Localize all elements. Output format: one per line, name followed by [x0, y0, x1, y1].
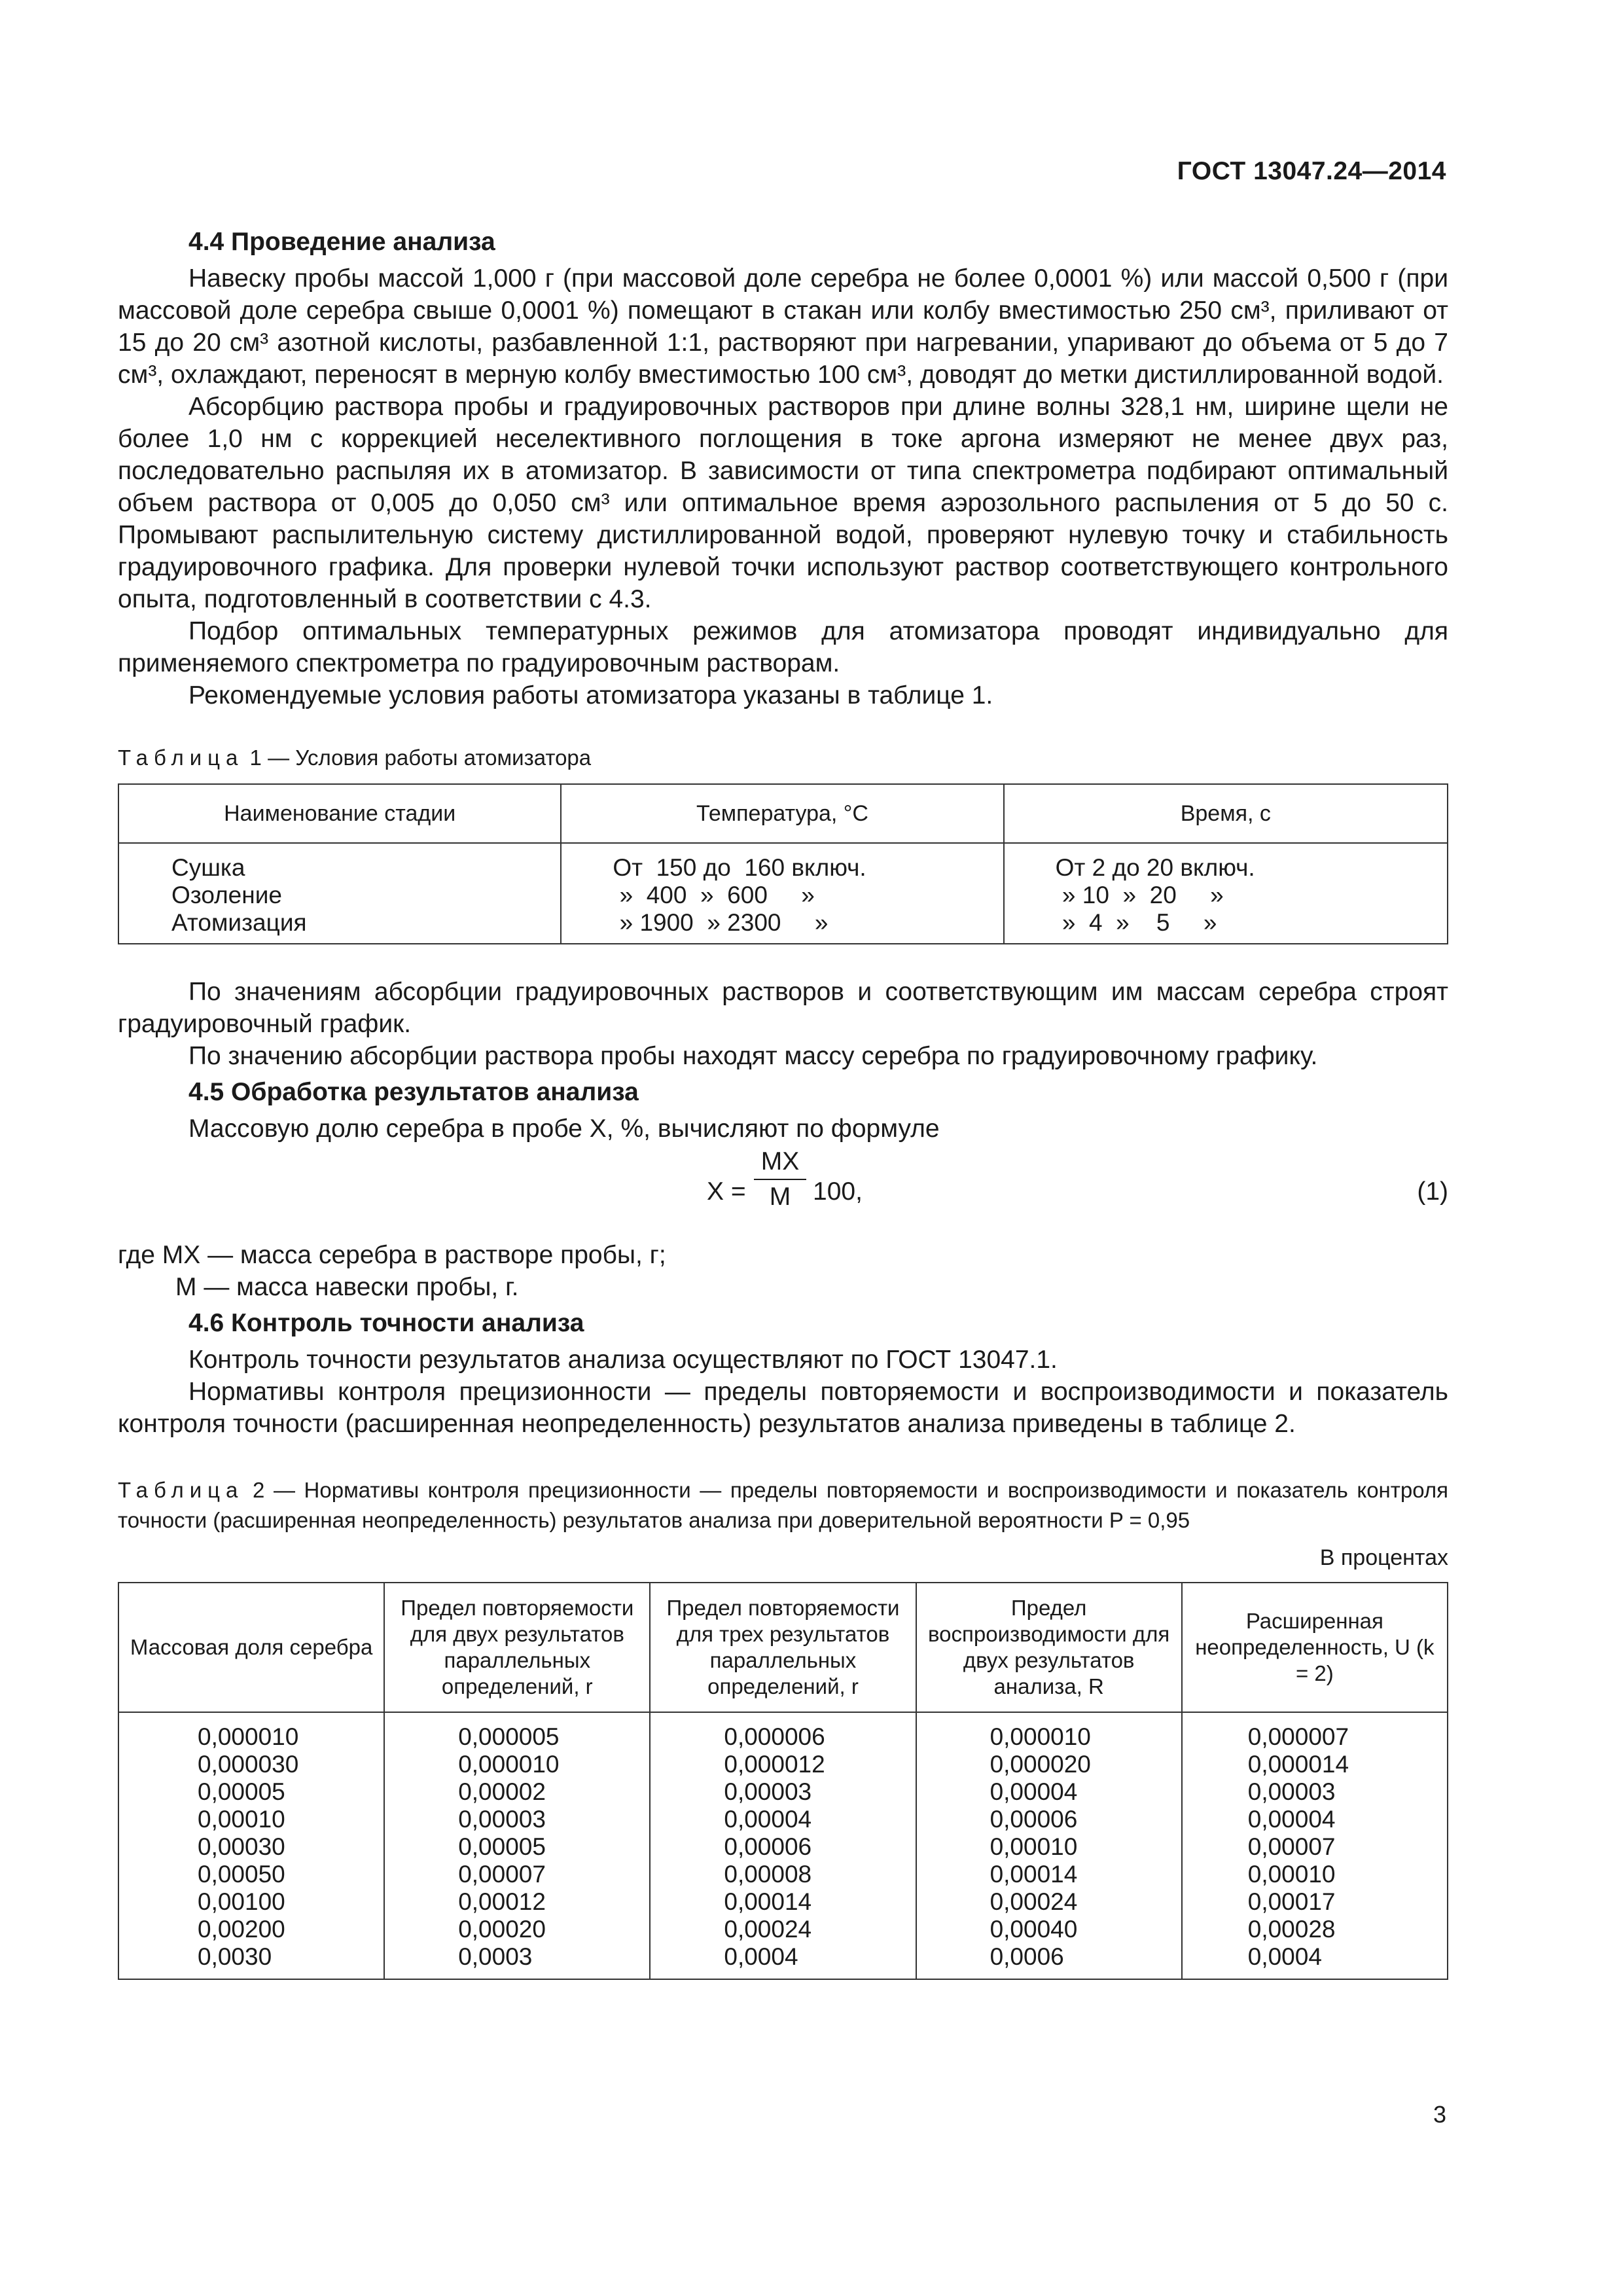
table-2-column — [650, 1712, 916, 1979]
where-line-2: M — масса навески пробы, г. — [175, 1273, 519, 1301]
s44-paragraph-1: Навеску пробы массой 1,000 г (при массовой доле серебра не более 0,0001 %) или массой 0,500 г (при массовой доле серебра свыше 0,0001 %) помещают в стакан или колбу вместимостью 250 см³, приливают от 15 до 20 см³ азотной кислоты, разбавленной 1:1, растворяют при нагревании, упаривают до объема от 5 до 7 см³, охлаждают, переносят в мерную колбу вместимостью 100 см³, доводят до метки дистиллированной водой. — [118, 264, 1448, 389]
table-2-cell: 0,0004 — [1247, 1943, 1322, 1970]
formula-lhs: X = — [707, 1177, 746, 1206]
stage-name: Сушка — [171, 854, 245, 881]
table-2-cell: 0,00014 — [990, 1861, 1078, 1888]
table-2-cell: 0,00030 — [198, 1833, 285, 1860]
table-1-header-stage: Наименование стадии — [118, 784, 561, 843]
section-4-5-heading: 4.5 Обработка результатов анализа — [188, 1078, 639, 1106]
table-2-cell: 0,00024 — [990, 1888, 1078, 1915]
table-2-cell: 0,00004 — [990, 1778, 1078, 1805]
table-2-cell: 0,00028 — [1247, 1916, 1336, 1943]
table-2-cell: 0,00007 — [458, 1861, 546, 1888]
table-2-cell: 0,00012 — [458, 1888, 546, 1915]
table-2-cell: 0,000005 — [458, 1723, 560, 1750]
temperature-range: » 1900 » 2300 » — [613, 909, 829, 936]
table-2-cell: 0,00017 — [1247, 1888, 1336, 1915]
table-2-cell: 0,0003 — [458, 1943, 533, 1970]
table-2-caption — [118, 1475, 1448, 1535]
table-2-column — [118, 1712, 384, 1979]
temperature-range: От 150 до 160 включ. — [613, 854, 866, 881]
fraction-bar — [754, 1179, 806, 1180]
formula-numerator: MX — [760, 1147, 800, 1175]
table-2-cell: 0,000020 — [990, 1751, 1091, 1778]
formula-denominator: M — [769, 1183, 791, 1211]
table-2-cell: 0,00006 — [990, 1806, 1078, 1833]
table-1-header-temperature: Температура, °С — [561, 784, 1003, 843]
table-2-cell: 0,00020 — [458, 1916, 546, 1943]
page-number: 3 — [1433, 2101, 1446, 2128]
after-table-1-paragraph-2: По значению абсорбции раствора пробы находят массу серебра по градуировочному графику. — [188, 1042, 1318, 1070]
table-2-cell: 0,00004 — [724, 1806, 812, 1833]
table-2-cell: 0,00003 — [458, 1806, 546, 1833]
table-2-cell: 0,0004 — [724, 1943, 798, 1970]
table-1-caption-label: Таблица — [118, 745, 244, 770]
table-2-cell: 0,000007 — [1247, 1723, 1349, 1750]
table-2-cell: 0,00007 — [1247, 1833, 1336, 1860]
table-2-cell: 0,000014 — [1247, 1751, 1349, 1778]
equation-number: (1) — [1417, 1177, 1448, 1206]
where-line-1: где MX — масса серебра в растворе пробы, г; — [118, 1241, 666, 1269]
table-2-caption-text: 2 — Нормативы контроля прецизионности — пределы повторяемости и воспроизводимости и показатель контроля точности (расширенная неопределенность) результатов анализа при доверительной вероятности P = 0,95 — [118, 1478, 1448, 1532]
table-2-cell: 0,0006 — [990, 1943, 1064, 1970]
table-2-cell: 0,00010 — [198, 1806, 285, 1833]
s45-paragraph-1: Массовую долю серебра в пробе X, %, вычисляют по формуле — [188, 1115, 940, 1143]
table-2-column — [916, 1712, 1182, 1979]
table-2-header-repeatability-two: Предел повторяемости для двух результатов параллельных определений, r — [384, 1583, 650, 1712]
table-2-cell: 0,00010 — [1247, 1861, 1336, 1888]
table-2-cell: 0,00003 — [724, 1778, 812, 1805]
table-1-row — [118, 843, 1448, 944]
table-1-header-time: Время, с — [1004, 784, 1448, 843]
table-2-cell: 0,00100 — [198, 1888, 285, 1915]
time-range: » 10 » 20 » — [1055, 882, 1224, 908]
table-2-caption-label: Таблица — [118, 1478, 244, 1502]
table-2-column — [1182, 1712, 1448, 1979]
document-id: ГОСТ 13047.24—2014 — [1177, 157, 1446, 185]
section-4-4-heading: 4.4 Проведение анализа — [188, 228, 495, 256]
table-1-stage-cell — [118, 843, 561, 944]
formula-fraction — [754, 1147, 806, 1211]
s44-paragraph-4: Рекомендуемые условия работы атомизатора указаны в таблице 1. — [188, 681, 993, 709]
temperature-range: » 400 » 600 » — [613, 882, 815, 908]
table-2-cell: 0,000012 — [724, 1751, 825, 1778]
s46-paragraph-1: Контроль точности результатов анализа осуществляют по ГОСТ 13047.1. — [188, 1346, 1058, 1374]
page-content — [118, 226, 1448, 1980]
table-2-cell: 0,000006 — [724, 1723, 825, 1750]
time-range: От 2 до 20 включ. — [1055, 854, 1255, 881]
table-2-column — [384, 1712, 650, 1979]
table-2-cell: 0,0030 — [198, 1943, 272, 1970]
table-2 — [118, 1582, 1448, 1980]
table-2-header-uncertainty: Расширенная неопределенность, U (k = 2) — [1182, 1583, 1448, 1712]
table-2-cell: 0,00024 — [724, 1916, 812, 1943]
table-2-cell: 0,00014 — [724, 1888, 812, 1915]
table-2-cell: 0,00005 — [198, 1778, 285, 1805]
table-2-cell: 0,00004 — [1247, 1806, 1336, 1833]
table-2-cell: 0,000010 — [990, 1723, 1091, 1750]
table-2-cell: 0,000030 — [198, 1751, 299, 1778]
formula-1 — [118, 1147, 1448, 1239]
table-2-cell: 0,00002 — [458, 1778, 546, 1805]
table-2-cell: 0,00040 — [990, 1916, 1078, 1943]
stage-name: Атомизация — [171, 909, 307, 936]
table-1-temperature-cell — [561, 843, 1003, 944]
table-1-time-cell — [1004, 843, 1448, 944]
table-2-cell: 0,000010 — [458, 1751, 560, 1778]
s44-paragraph-2: Абсорбцию раствора пробы и градуировочных растворов при длине волны 328,1 нм, ширине щели не более 1,0 нм с коррекцией неселективного поглощения в токе аргона измеряют не менее двух раз, последовательно распыляя их в атомизатор. В зависимости от типа спектрометра подбирают оптимальный объем раствора от 0,005 до 0,050 см³ или оптимальное время аэрозольного распыления от 5 до 50 с. Промывают распылительную систему дистиллированной водой, проверяют нулевую точку и стабильность градуировочного графика. Для проверки нулевой точки используют раствор соответствующего контрольного опыта, подготовленный в соответствии с 4.3. — [118, 393, 1448, 613]
table-2-cell: 0,00003 — [1247, 1778, 1336, 1805]
s44-paragraph-3: Подбор оптимальных температурных режимов для атомизатора проводят индивидуально для применяемого спектрометра по градуировочным растворам. — [118, 617, 1448, 677]
table-2-units: В процентах — [1319, 1545, 1448, 1570]
table-1-caption-text: 1 — Условия работы атомизатора — [243, 745, 592, 770]
table-1 — [118, 783, 1448, 944]
table-2-header-mass-fraction: Массовая доля серебра — [118, 1583, 384, 1712]
table-2-cell: 0,00005 — [458, 1833, 546, 1860]
table-2-header-reproducibility: Предел воспроизводимости для двух результатов анализа, R — [916, 1583, 1182, 1712]
table-2-cell: 0,00010 — [990, 1833, 1078, 1860]
table-1-caption — [118, 743, 1448, 773]
table-2-header-repeatability-three: Предел повторяемости для трех результатов параллельных определений, r — [650, 1583, 916, 1712]
s46-paragraph-2: Нормативы контроля прецизионности — пределы повторяемости и воспроизводимости и показатель контроля точности (расширенная неопределенность) результатов анализа приведены в таблице 2. — [118, 1378, 1448, 1438]
stage-name: Озоление — [171, 882, 282, 908]
formula-multiplier: 100, — [813, 1177, 863, 1206]
table-2-cell: 0,00008 — [724, 1861, 812, 1888]
table-2-cell: 0,00006 — [724, 1833, 812, 1860]
table-2-body-row — [118, 1712, 1448, 1979]
time-range: » 4 » 5 » — [1055, 909, 1217, 936]
after-table-1-paragraph-1: По значениям абсорбции градуировочных растворов и соответствующим им массам серебра строят градуировочный график. — [118, 978, 1448, 1038]
table-2-cell: 0,00050 — [198, 1861, 285, 1888]
table-2-cell: 0,00200 — [198, 1916, 285, 1943]
section-4-6-heading: 4.6 Контроль точности анализа — [188, 1309, 584, 1337]
table-2-cell: 0,000010 — [198, 1723, 299, 1750]
